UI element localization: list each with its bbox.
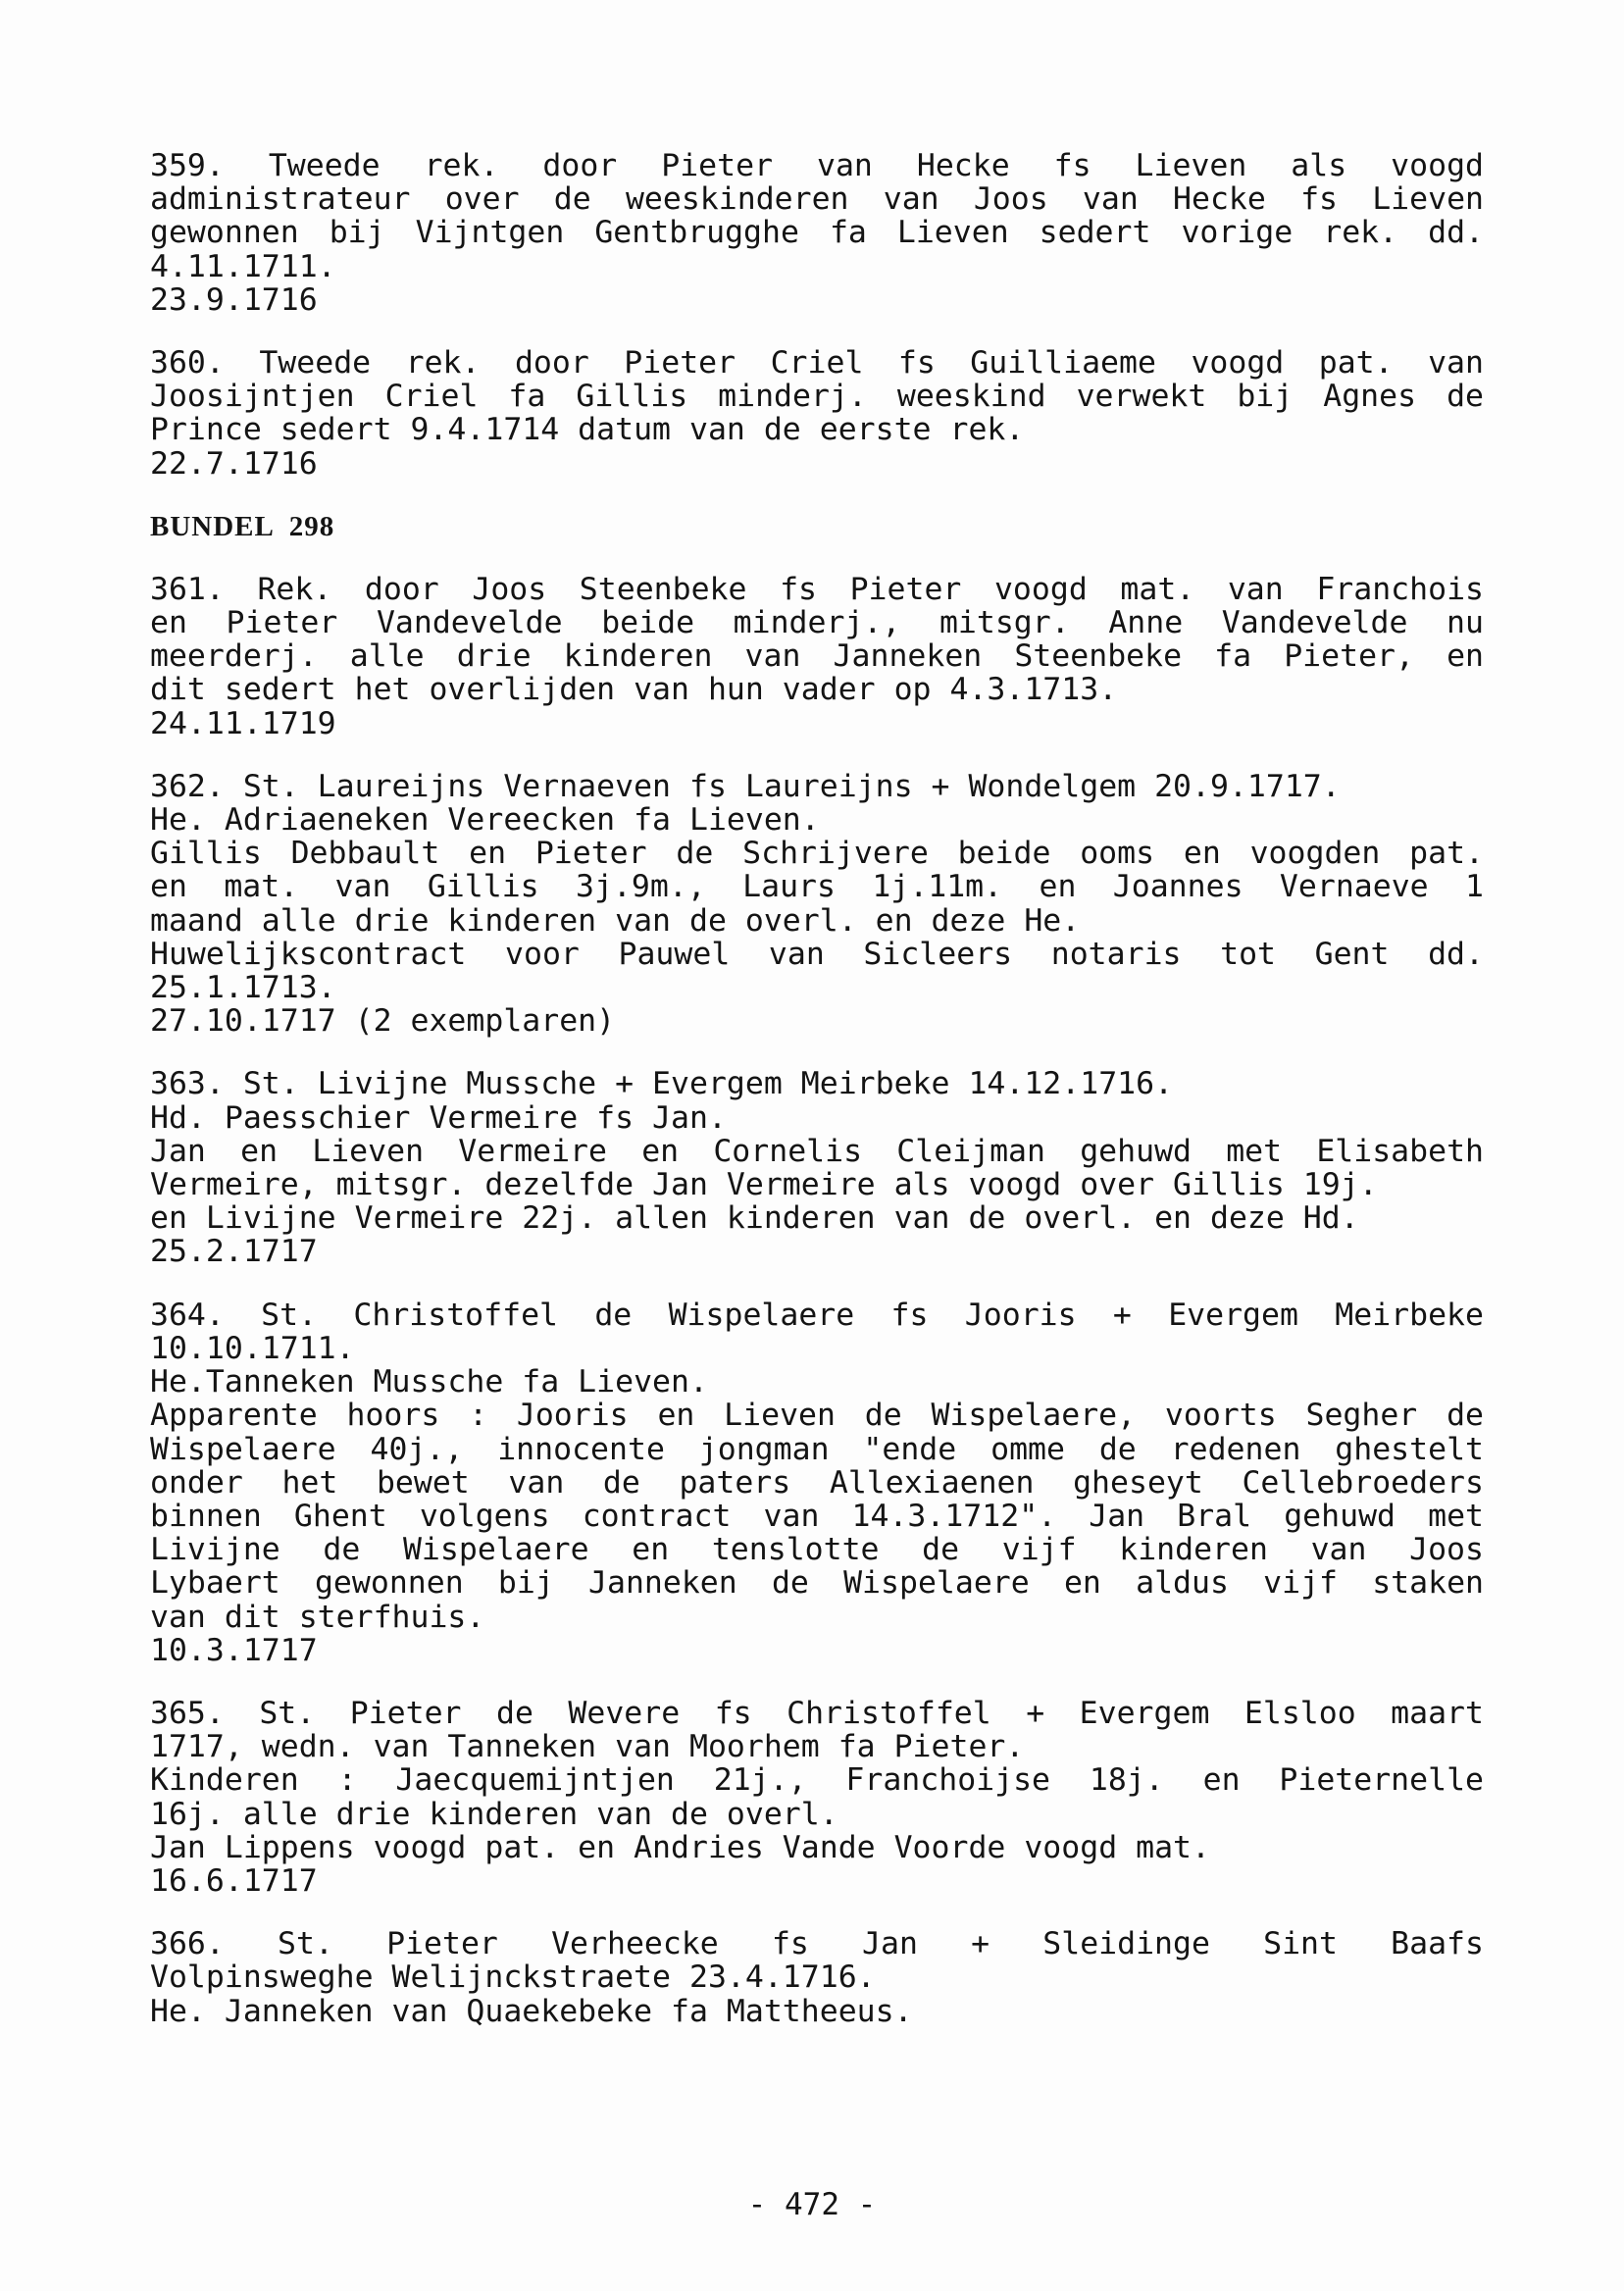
entry-line: meerderj. alle drie kinderen van Janneken Steenbeke fa Pieter, en [150,638,1484,675]
entry-line: 10.10.1711. [150,1330,355,1366]
entry-line: Huwelijkscontract voor Pauwel van Sicleers notaris tot Gent dd. [150,936,1484,972]
entry-line: Prince sedert 9.4.1714 datum van de eerste rek. [150,412,1025,448]
page-number: - 472 - [747,2187,877,2222]
entry-line: 1717, wedn. van Tanneken van Moorhem fa Pieter. [150,1729,1025,1765]
entry-line: Gillis Debbault en Pieter de Schrijvere beide ooms en voogden pat. [150,836,1484,872]
entry-363 [150,1067,1484,1268]
entry-line: He. Adriaeneken Vereecken fa Lieven. [150,802,820,839]
entry-line: onder het bewet van de paters Allexiaenen gheseyt Cellebroeders [150,1464,1484,1501]
entry-line: 361. Rek. door Joos Steenbeke fs Pieter voogd mat. van Franchois [150,571,1484,607]
entry-line: Kinderen : Jaecquemijntjen 21j., Franchoijse 18j. en Pieternelle [150,1762,1484,1799]
entry-date: 16.6.1717 [150,1862,318,1899]
entry-line: van dit sterfhuis. [150,1599,485,1635]
entry-line: en Pieter Vandevelde beide minderj., mitsgr. Anne Vandevelde nu [150,605,1484,641]
entry-date: 25.2.1717 [150,1234,318,1270]
entry-366 [150,1927,1484,2028]
entry-line: 363. St. Livijne Mussche + Evergem Meirbeke 14.12.1716. [150,1066,1174,1102]
entry-line: 16j. alle drie kinderen van de overl. [150,1796,838,1832]
entry-line: 364. St. Christoffel de Wispelaere fs Jooris + Evergem Meirbeke [150,1297,1484,1333]
text-body [150,149,1484,2058]
entry-line: dit sedert het overlijden van hun vader op 4.3.1713. [150,672,1118,708]
entry-line: Vermeire, mitsgr. dezelfde Jan Vermeire als voogd over Gillis 19j. [150,1167,1378,1203]
entry-date: 10.3.1717 [150,1632,318,1668]
entry-date: 27.10.1717 (2 exemplaren) [150,1003,616,1040]
entry-line: 359. Tweede rek. door Pieter van Hecke fs Lieven als voogd [150,148,1484,183]
entry-line: He.Tanneken Mussche fa Lieven. [150,1364,708,1400]
entry-line: 360. Tweede rek. door Pieter Criel fs Guilliaeme voogd pat. van [150,345,1484,382]
entry-line: 362. St. Laureijns Vernaeven fs Laureijns + Wondelgem 20.9.1717. [150,768,1341,804]
entry-line: Jan Lippens voogd pat. en Andries Vande Voorde voogd mat. [150,1829,1210,1865]
entry-line: Livijne de Wispelaere en tenslotte de vijf kinderen van Joos [150,1532,1484,1568]
entry-line: Lybaert gewonnen bij Janneken de Wispelaere en aldus vijf staken [150,1565,1484,1602]
entry-line: en mat. van Gillis 3j.9m., Laurs 1j.11m. en Joannes Vernaeve 1 [150,869,1484,905]
entry-date: 23.9.1716 [150,281,318,318]
entry-line: maand alle drie kinderen van de overl. en deze He. [150,902,1081,939]
entry-line: Wispelaere 40j., innocente jongman "ende omme de redenen ghestelt [150,1431,1484,1467]
entry-line: binnen Ghent volgens contract van 14.3.1712". Jan Bral gehuwd met [150,1498,1484,1534]
section-heading: BUNDEL 298 [150,510,335,542]
entry-line: 365. St. Pieter de Wevere fs Christoffel + Evergem Elsloo maart [150,1695,1484,1731]
entry-line: Hd. Paesschier Vermeire fs Jan. [150,1099,727,1136]
entry-date: 22.7.1716 [150,445,318,482]
entry-359 [150,149,1484,317]
entry-line: en Livijne Vermeire 22j. allen kinderen van de overl. en deze Hd. [150,1200,1359,1237]
entry-364 [150,1298,1484,1667]
entry-line: Apparente hoors : Jooris en Lieven de Wispelaere, voorts Segher de [150,1398,1484,1434]
entry-360 [150,346,1484,481]
entry-line: 366. St. Pieter Verheecke fs Jan + Sleidinge Sint Baafs [150,1926,1484,1962]
entry-361 [150,573,1484,740]
entry-line: 4.11.1711. [150,248,336,284]
entry-line: gewonnen bij Vijntgen Gentbrugghe fa Lieven sedert vorige rek. dd. [150,215,1484,251]
entry-line: He. Janneken van Quaekebeke fa Mattheeus. [150,1993,913,2029]
entry-line: 25.1.1713. [150,970,336,1006]
entry-line: Joosijntjen Criel fa Gillis minderj. weeskind verwekt bij Agnes de [150,379,1484,415]
entry-line: administrateur over de weeskinderen van Joos van Hecke fs Lieven [150,181,1484,218]
entry-line: Jan en Lieven Vermeire en Cornelis Cleijman gehuwd met Elisabeth [150,1133,1484,1169]
entry-date: 24.11.1719 [150,705,336,741]
entry-line: Volpinsweghe Welijnckstraete 23.4.1716. [150,1960,876,1996]
entry-362 [150,770,1484,1039]
entry-365 [150,1697,1484,1898]
